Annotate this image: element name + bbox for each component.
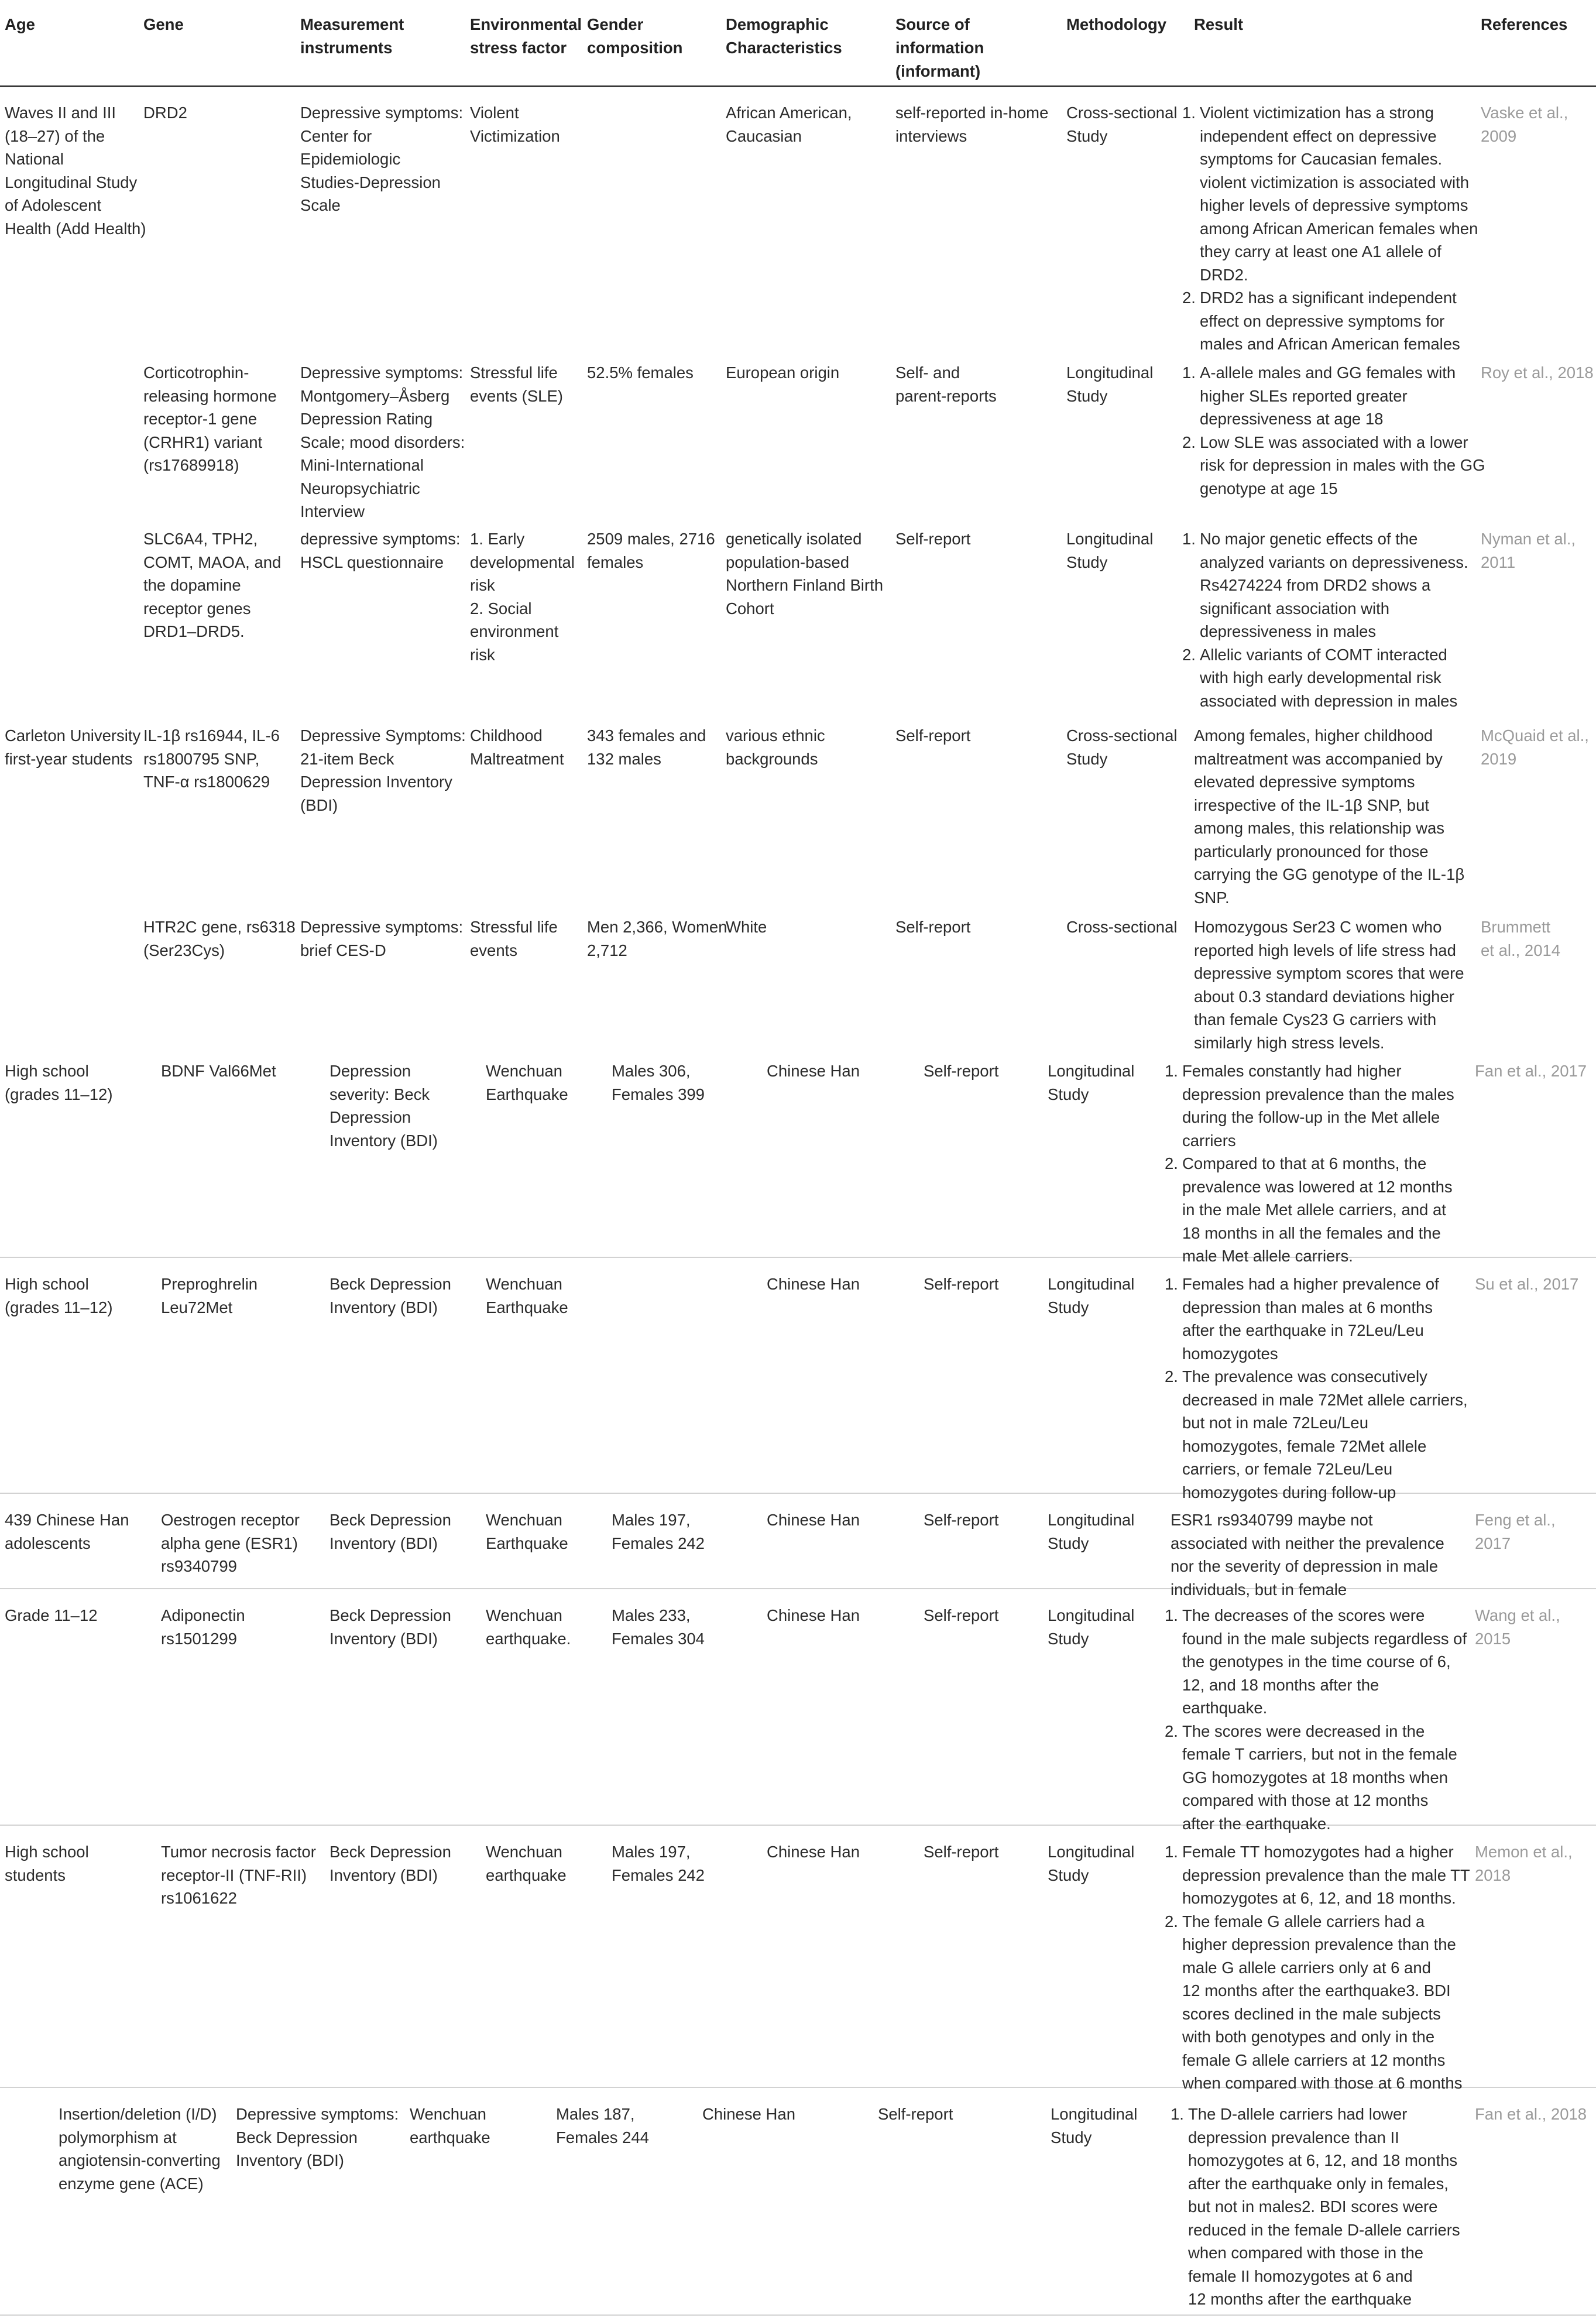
list-item-number: 1.: [1182, 104, 1196, 122]
methodology-cell: Cross-sectional Study: [1066, 726, 1178, 768]
reference-cell: Su et al., 2017: [1475, 1275, 1579, 1293]
measurement-cell: Beck Depression Inventory (BDI): [330, 1275, 451, 1316]
list-item-text: Low SLE was associated with a lower risk for depression in males with the GG genotype at age 15: [1200, 433, 1485, 498]
reference-cell: Fan et al., 2018: [1475, 2105, 1587, 2123]
reference-cell: McQuaid et al., 2019: [1481, 726, 1589, 768]
measurement-cell: Depressive Symptoms: 21-item Beck Depression Inventory (BDI): [300, 726, 466, 814]
result-list-item: [1165, 1152, 1454, 1268]
source-cell: Self-report: [924, 1062, 999, 1080]
source-cell: Self-report: [924, 1511, 999, 1529]
stress-factor-cell: Wenchuan Earthquake: [486, 1275, 568, 1316]
list-item-number: 1.: [1165, 1843, 1178, 1861]
result-list-item: [1165, 1365, 1468, 1504]
measurement-cell: Depressive symptoms: Montgomery–Åsberg Depression Rating Scale; mood disorders: Mini-International Neuropsychiatric Interview: [300, 364, 465, 520]
measurement-cell: Depressive symptoms: brief CES-D: [300, 918, 464, 959]
age-cell: High school (grades 11–12): [5, 1275, 113, 1316]
demographics-cell: White: [726, 918, 767, 936]
list-item-text: Females had a higher prevalence of depression than males at 6 months after the earthquake in 72Leu/Leu homozygotes: [1182, 1275, 1439, 1363]
demographics-cell: Chinese Han: [767, 1606, 860, 1624]
reference-cell: Brummett et al., 2014: [1481, 918, 1561, 959]
list-item-number: 2.: [1182, 645, 1196, 664]
measurement-cell: Depressive symptoms: Beck Depression Inventory (BDI): [236, 2105, 399, 2169]
list-item-number: 2.: [1182, 289, 1196, 307]
gender-cell: 2509 males, 2716 females: [587, 530, 715, 571]
demographics-cell: Chinese Han: [767, 1275, 860, 1293]
source-cell: Self-report: [895, 726, 971, 745]
source-cell: Self-report: [878, 2105, 953, 2123]
measurement-cell: depressive symptoms: HSCL questionnaire: [300, 530, 461, 571]
source-cell: Self-report: [924, 1606, 999, 1624]
result-list-item: [1165, 1273, 1468, 1365]
result-list-item: [1165, 1720, 1467, 1836]
result-list: [1171, 2103, 1460, 2311]
list-item-number: 2.: [1165, 1154, 1178, 1172]
result-cell: Homozygous Ser23 C women who reported high levels of life stress had depressive symptom scores that were about 0.3 standard deviations higher than female Cys23 G carriers with similarly high stress levels.: [1194, 918, 1464, 1052]
source-cell: Self-report: [924, 1275, 999, 1293]
table-header: [0, 0, 1596, 87]
gene-cell: Adiponectin rs1501299: [161, 1606, 245, 1648]
column-header: References: [1481, 15, 1568, 33]
methodology-cell: Longitudinal Study: [1048, 1062, 1135, 1103]
list-item-text: The D-allele carriers had lower depression prevalence than II homozygotes at 6, 12, and 18 months after the earthquake only in females, but not in males2. BDI scores were reduced in the female D-allele carriers when compared with those in the female II homozygotes at 6 and 12 months after the earthquake: [1188, 2105, 1460, 2308]
demographics-cell: Chinese Han: [702, 2105, 795, 2123]
gene-cell: IL-1β rs16944, IL-6 rs1800795 SNP, TNF-α rs1800629: [143, 726, 280, 791]
measurement-cell: Depressive symptoms: Center for Epidemiologic Studies-Depression Scale: [300, 104, 464, 214]
result-cell: [1165, 1273, 1468, 1504]
demographics-cell: genetically isolated population-based Northern Finland Birth Cohort: [726, 530, 884, 618]
gene-cell: Oestrogen receptor alpha gene (ESR1) rs9340799: [161, 1511, 300, 1575]
age-cell: 439 Chinese Han adolescents: [5, 1511, 129, 1552]
reference-cell: Nyman et al., 2011: [1481, 530, 1576, 571]
list-item-text: A-allele males and GG females with higher SLEs reported greater depressiveness at age 18: [1200, 364, 1456, 428]
result-list: [1165, 1604, 1467, 1835]
result-list-item: [1171, 2103, 1460, 2311]
methodology-cell: Longitudinal Study: [1051, 2105, 1138, 2146]
list-item-number: 1.: [1165, 1606, 1178, 1624]
list-item-number: 2.: [1182, 433, 1196, 451]
reference-cell: Feng et al., 2017: [1475, 1511, 1556, 1552]
result-list: [1165, 1840, 1470, 2095]
result-list: [1182, 527, 1468, 712]
gender-cell: Males 197, Females 242: [612, 1511, 705, 1552]
demographics-cell: Chinese Han: [767, 1062, 860, 1080]
list-item-text: Violent victimization has a strong independent effect on depressive symptoms for Caucasian females. violent victimization is associated with higher levels of depressive symptoms among African American females when they carry at least one A1 allele of DRD2.: [1200, 104, 1478, 284]
column-header: Source of information (informant): [895, 15, 984, 80]
list-item-text: Compared to that at 6 months, the prevalence was lowered at 12 months in the male Met allele carriers, and at 18 months in all the females and the male Met allele carriers.: [1182, 1154, 1453, 1265]
gene-cell: SLC6A4, TPH2, COMT, MAOA, and the dopamine receptor genes DRD1–DRD5.: [143, 530, 282, 640]
demographics-cell: Chinese Han: [767, 1511, 860, 1529]
stress-factor-cell: Wenchuan Earthquake: [486, 1511, 568, 1552]
result-cell: ESR1 rs9340799 maybe not associated with neither the prevalence nor the severity of depression in male individuals, but in female: [1171, 1511, 1444, 1599]
gene-cell: Corticotrophin- releasing hormone receptor-1 gene (CRHR1) variant (rs17689918): [143, 364, 277, 474]
age-cell: High school (grades 11–12): [5, 1062, 113, 1103]
result-list-item: [1182, 286, 1478, 356]
column-header: Result: [1194, 15, 1244, 33]
list-item-text: Female TT homozygotes had a higher depression prevalence than the male TT homozygotes at 6, 12, and 18 months.: [1182, 1843, 1470, 1907]
stress-factor-cell: Violent Victimization: [470, 104, 560, 145]
result-cell: [1182, 527, 1468, 712]
column-header: Age: [5, 15, 35, 33]
gene-cell: BDNF Val66Met: [161, 1062, 276, 1080]
methodology-cell: Cross-sectional Study: [1066, 104, 1178, 145]
stress-factor-cell: 1. Early developmental risk 2. Social environment risk: [470, 530, 575, 664]
result-list-item: [1182, 101, 1478, 286]
source-cell: Self-report: [895, 918, 971, 936]
list-item-number: 1.: [1165, 1275, 1178, 1293]
gender-cell: Males 233, Females 304: [612, 1606, 705, 1648]
source-cell: Self-report: [895, 530, 971, 548]
gender-cell: 343 females and 132 males: [587, 726, 706, 768]
age-cell: Waves II and III (18–27) of the National Longitudinal Study of Adolescent Health (Add Health): [5, 104, 146, 238]
column-header: Gender composition: [587, 15, 683, 57]
list-item-text: Allelic variants of COMT interacted with high early developmental risk associated with depression in males: [1200, 645, 1458, 710]
gene-cell: Insertion/deletion (I/D) polymorphism at angiotensin-converting enzyme gene (ACE): [59, 2105, 221, 2193]
age-cell: Carleton University first-year students: [5, 726, 141, 768]
result-cell: [1171, 2103, 1460, 2311]
gender-cell: Males 187, Females 244: [556, 2105, 649, 2146]
column-header: Environmental stress factor: [470, 15, 582, 57]
list-item-text: The scores were decreased in the female T carriers, but not in the female GG homozygotes at 18 months when compared with those at 12 months after the earthquake.: [1182, 1722, 1457, 1833]
column-header: Methodology: [1066, 15, 1167, 33]
column-header: Gene: [143, 15, 184, 33]
result-list-item: [1182, 527, 1468, 643]
gender-cell: Men 2,366, Women 2,712: [587, 918, 727, 959]
list-item-text: Females constantly had higher depression prevalence than the males during the follow-up in the Met allele carriers: [1182, 1062, 1454, 1150]
gene-cell: HTR2C gene, rs6318 (Ser23Cys): [143, 918, 296, 959]
stress-factor-cell: Stressful life events: [470, 918, 558, 959]
result-list-item: [1182, 643, 1468, 713]
gender-cell: Males 306, Females 399: [612, 1062, 705, 1103]
gene-cell: Tumor necrosis factor receptor-II (TNF-RII) rs1061622: [161, 1843, 316, 1907]
list-item-text: No major genetic effects of the analyzed variants on depressiveness. Rs4274224 from DRD2 shows a significant association with depressiveness in males: [1200, 530, 1468, 640]
stress-factor-cell: Stressful life events (SLE): [470, 364, 563, 405]
age-cell: High school students: [5, 1843, 89, 1884]
age-cell: Grade 11–12: [5, 1606, 98, 1624]
measurement-cell: Depression severity: Beck Depression Inventory (BDI): [330, 1062, 438, 1150]
result-cell: [1182, 101, 1478, 356]
reference-cell: Memon et al., 2018: [1475, 1843, 1573, 1884]
result-list-item: [1165, 1910, 1470, 2095]
row-divider: [0, 2314, 1596, 2316]
result-cell: [1165, 1840, 1470, 2095]
gene-cell: Preproghrelin Leu72Met: [161, 1275, 258, 1316]
result-list: [1165, 1059, 1454, 1268]
stress-factor-cell: Wenchuan earthquake.: [486, 1606, 571, 1648]
list-item-number: 2.: [1165, 1912, 1178, 1930]
methodology-cell: Cross-sectional: [1066, 918, 1178, 936]
list-item-number: 2.: [1165, 1722, 1178, 1740]
result-list-item: [1165, 1840, 1470, 1910]
reference-cell: Vaske et al., 2009: [1481, 104, 1568, 145]
reference-cell: Wang et al., 2015: [1475, 1606, 1560, 1648]
reference-cell: Fan et al., 2017: [1475, 1062, 1587, 1080]
column-header: Measurement instruments: [300, 15, 404, 57]
result-cell: [1165, 1604, 1467, 1835]
gender-cell: 52.5% females: [587, 364, 694, 382]
list-item-number: 1.: [1182, 364, 1196, 382]
stress-factor-cell: Wenchuan earthquake: [410, 2105, 490, 2146]
methodology-cell: Longitudinal Study: [1066, 364, 1154, 405]
methodology-cell: Longitudinal Study: [1048, 1606, 1135, 1648]
measurement-cell: Beck Depression Inventory (BDI): [330, 1606, 451, 1648]
result-list-item: [1165, 1604, 1467, 1720]
list-item-number: 1.: [1165, 1062, 1178, 1080]
result-cell: [1182, 361, 1485, 500]
demographics-cell: African American, Caucasian: [726, 104, 852, 145]
list-item-number: 1.: [1171, 2105, 1184, 2123]
measurement-cell: Beck Depression Inventory (BDI): [330, 1843, 451, 1884]
list-item-text: The prevalence was consecutively decreased in male 72Met allele carriers, but not in male 72Leu/Leu homozygotes, female 72Met allele carriers, or female 72Leu/Leu homozygotes during follow-up: [1182, 1367, 1468, 1501]
stress-factor-cell: Wenchuan Earthquake: [486, 1062, 568, 1103]
demographics-cell: various ethnic backgrounds: [726, 726, 825, 768]
source-cell: Self-report: [924, 1843, 999, 1861]
result-list-item: [1165, 1059, 1454, 1152]
methodology-cell: Longitudinal Study: [1048, 1843, 1135, 1884]
methodology-cell: Longitudinal Study: [1048, 1275, 1135, 1316]
measurement-cell: Beck Depression Inventory (BDI): [330, 1511, 451, 1552]
result-list: [1182, 101, 1478, 356]
methodology-cell: Longitudinal Study: [1066, 530, 1154, 571]
gene-cell: DRD2: [143, 104, 187, 122]
result-list: [1182, 361, 1485, 500]
reference-cell: Roy et al., 2018: [1481, 364, 1594, 382]
list-item-number: 1.: [1182, 530, 1196, 548]
result-list: [1165, 1273, 1468, 1504]
demographics-cell: Chinese Han: [767, 1843, 860, 1861]
result-cell: Among females, higher childhood maltreatment was accompanied by elevated depressive symptoms irrespective of the IL-1β SNP, but among males, this relationship was particularly pronounced for those carrying the GG genotype of the IL-1β SNP.: [1194, 726, 1465, 907]
list-item-text: DRD2 has a significant independent effect on depressive symptoms for males and African American females: [1200, 289, 1460, 353]
result-list-item: [1182, 361, 1485, 431]
stress-factor-cell: Wenchuan earthquake: [486, 1843, 567, 1884]
column-header: Demographic Characteristics: [726, 15, 842, 57]
list-item-text: The female G allele carriers had a higher depression prevalence than the male G allele carriers only at 6 and 12 months after the earthquake3. BDI scores declined in the male subjects with both genotypes and only in the female G allele carriers at 12 months when compared with those at 6 months: [1182, 1912, 1463, 2092]
source-cell: Self- and parent-reports: [895, 364, 997, 405]
result-list-item: [1182, 431, 1485, 500]
source-cell: self-reported in-home interviews: [895, 104, 1049, 145]
list-item-number: 2.: [1165, 1367, 1178, 1386]
stress-factor-cell: Childhood Maltreatment: [470, 726, 564, 768]
gender-cell: Males 197, Females 242: [612, 1843, 705, 1884]
result-cell: [1165, 1059, 1454, 1268]
methodology-cell: Longitudinal Study: [1048, 1511, 1135, 1552]
list-item-text: The decreases of the scores were found in the male subjects regardless of the genotypes in the time course of 6, 12, and 18 months after the earthquake.: [1182, 1606, 1467, 1717]
demographics-cell: European origin: [726, 364, 840, 382]
